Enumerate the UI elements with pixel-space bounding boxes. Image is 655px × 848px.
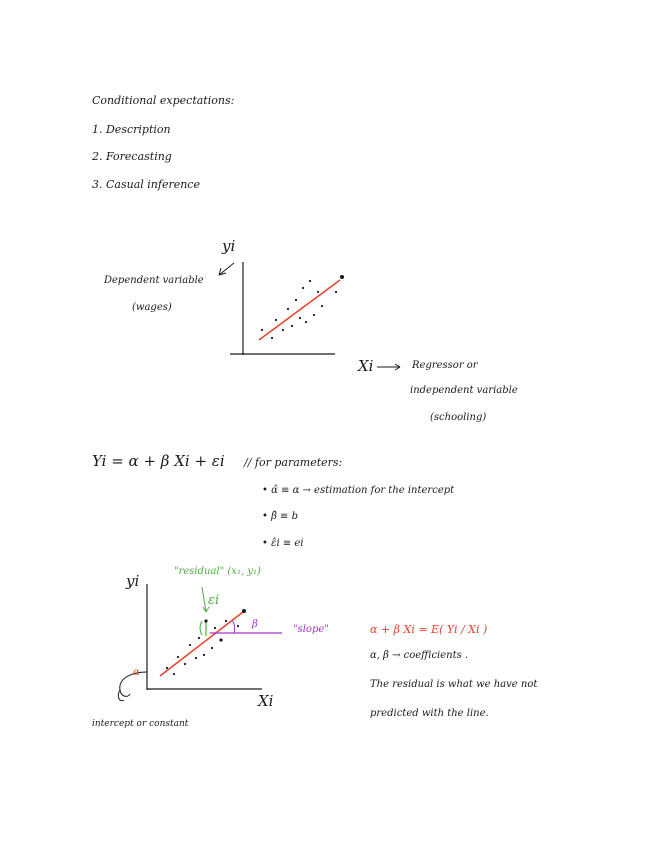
expectation-equation: α + β Xi = E( Yi / Xi )	[370, 623, 488, 636]
regressor-label: Regressor or	[412, 360, 478, 371]
point	[242, 609, 246, 613]
list-item-casual-inference: 3. Casual inference	[92, 178, 200, 191]
point	[204, 619, 207, 622]
alpha-label: α	[133, 667, 140, 678]
epsilon-label: εi	[208, 593, 220, 608]
parameters-note: // for parameters:	[244, 456, 343, 469]
y-axis-label-1: yi	[222, 237, 236, 255]
point	[177, 656, 179, 658]
slope-label: "slope"	[293, 624, 329, 635]
point	[198, 637, 200, 639]
intercept-label: intercept or constant	[92, 719, 189, 729]
residual-note-line2: predicted with the line.	[370, 708, 489, 719]
list-item-forecasting: 2. Forecasting	[92, 150, 172, 163]
point	[184, 663, 186, 665]
point	[166, 667, 168, 669]
y-axis-label-2: yi	[126, 572, 140, 590]
x-axis-label-2: Xi	[258, 692, 274, 710]
point	[195, 657, 197, 659]
title: Conditional expectations:	[92, 94, 235, 107]
independent-variable-label: independent variable	[410, 385, 518, 396]
point	[189, 644, 191, 646]
dependent-variable-label: Dependent variable	[104, 275, 204, 286]
point	[214, 627, 216, 629]
bullet-epsilon-text: ε̂i ≡ ei	[271, 538, 304, 549]
x-axis-label-1: Xi	[358, 357, 374, 375]
regression-equation: Yi = α + β Xi + εi	[92, 452, 225, 470]
list-item-description: 1. Description	[92, 123, 171, 136]
residual-note-line1: The residual is what we have not	[370, 679, 538, 690]
point	[237, 625, 239, 627]
bullet-beta: • β̂ ≡ b	[262, 511, 298, 522]
schooling-label: (schooling)	[430, 412, 487, 423]
point	[203, 654, 205, 656]
bullet-beta-text: β̂ ≡ b	[271, 511, 298, 522]
residual-brace	[200, 621, 202, 635]
beta-arc	[232, 620, 235, 633]
bullet-epsilon: • ε̂i ≡ ei	[262, 538, 304, 549]
coefficients-note: α, β → coefficients .	[370, 650, 469, 661]
bullet-alpha-text: α̂ ≡ α → estimation for the intercept	[271, 485, 455, 496]
point	[219, 638, 222, 641]
residual-label: "residual" (x₁, y₁)	[174, 566, 261, 577]
bullet-alpha: • α̂ ≡ α → estimation for the intercept	[262, 485, 455, 496]
point	[173, 673, 175, 675]
wages-label: (wages)	[132, 302, 172, 313]
point	[211, 647, 213, 649]
beta-label: β	[252, 619, 258, 630]
point	[225, 620, 227, 622]
